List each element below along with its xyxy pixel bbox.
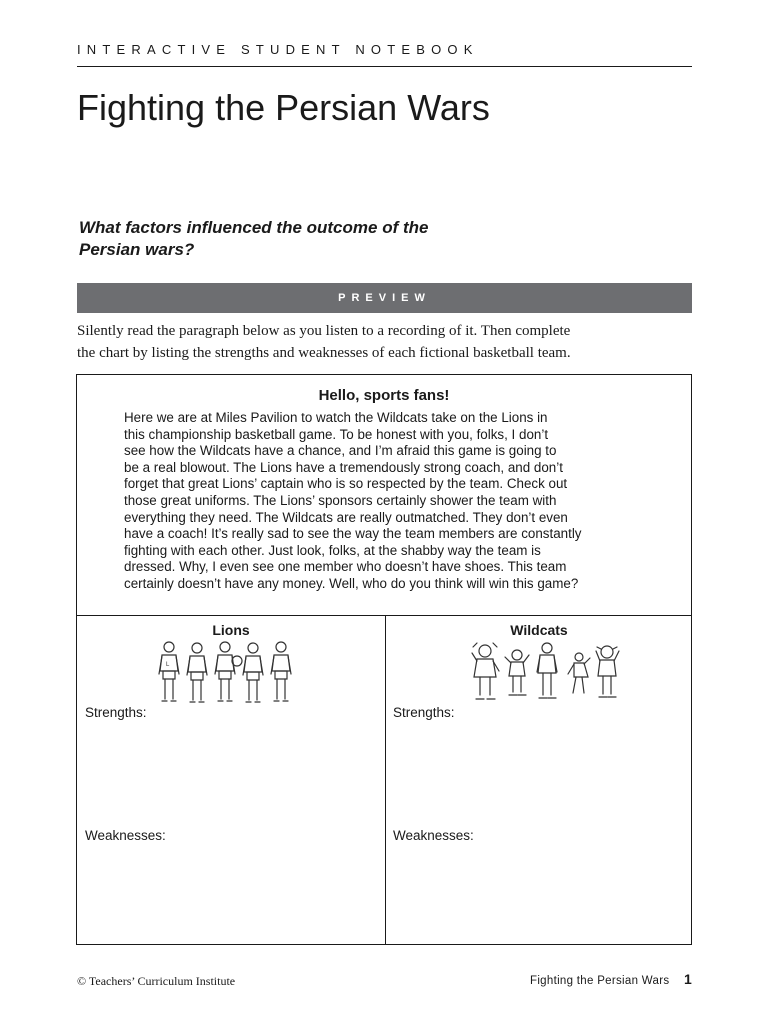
story-line: Here we are at Miles Pavilion to watch the Wildcats take on the Lions in — [124, 410, 548, 425]
header-rule — [77, 66, 692, 67]
essential-question-line-2: Persian wars? — [79, 240, 195, 259]
activity-box — [76, 374, 692, 945]
chart-divider-horizontal — [77, 615, 691, 616]
lions-player-3 — [215, 642, 242, 701]
footer-title: Fighting the Persian Wars — [530, 975, 670, 987]
wildcats-player-1 — [472, 643, 499, 699]
wildcats-player-3 — [537, 643, 557, 698]
lions-weaknesses-label: Weaknesses: — [85, 828, 166, 843]
chart-divider-vertical — [385, 615, 386, 945]
lions-player-2 — [187, 643, 207, 702]
instructions — [77, 320, 677, 364]
instructions-line-1: Silently read the paragraph below as you listen to a recording of it. Then complete — [77, 323, 571, 339]
story-line: be a real blowout. The Lions have a tremendously strong coach, and don’t — [124, 459, 563, 475]
story-line: forget that great Lions’ captain who is so respected by the team. Check out — [124, 476, 568, 492]
wildcats-player-5 — [596, 646, 619, 697]
story-line: this championship basketball game. To be honest with you, folks, I don’t — [124, 426, 549, 442]
story-line: see how the Wildcats have a chance, and I’m afraid this game is going to — [124, 443, 557, 459]
story-line: everything they need. The Wildcats are really outmatched. They don’t even — [124, 509, 568, 525]
story-line: dressed. Why, I even see one member who doesn’t have shoes. This team — [124, 559, 567, 575]
story-line: those great uniforms. The Lions’ sponsors certainly shower the team with — [124, 492, 557, 508]
story-line: fighting with each other. Just look, folks, at the shabby way the team is — [124, 542, 541, 558]
wildcats-player-4 — [568, 653, 590, 693]
lions-heading: Lions — [212, 622, 250, 638]
preview-banner — [77, 283, 692, 313]
story-line: have a coach! It’s really sad to see the way the team members are constantly — [124, 526, 582, 542]
wildcats-team-illustration — [471, 641, 623, 705]
lions-player-1 — [159, 642, 179, 701]
story-title: Hello, sports fans! — [318, 387, 450, 404]
lions-player-5 — [271, 642, 291, 701]
essential-question-line-1: What factors influenced the outcome of the — [79, 218, 429, 237]
story-line: certainly doesn’t have any money. Well, who do you think will win this game? — [124, 575, 579, 591]
lions-strengths-label: Strengths: — [85, 705, 147, 720]
lions-player-4 — [243, 643, 263, 702]
story-paragraph — [124, 410, 664, 593]
essential-question — [79, 217, 499, 261]
footer-copyright: © Teachers’ Curriculum Institute — [77, 974, 236, 988]
page-title: Fighting the Persian Wars — [77, 87, 490, 128]
wildcats-strengths-label: Strengths: — [393, 705, 455, 720]
svg-text:L: L — [166, 662, 170, 668]
lions-team-illustration — [157, 639, 297, 705]
preview-label: PREVIEW — [338, 292, 431, 304]
wildcats-heading: Wildcats — [510, 622, 568, 638]
wildcats-weaknesses-label: Weaknesses: — [393, 828, 474, 843]
wildcats-player-2 — [505, 650, 529, 695]
page-number: 1 — [684, 971, 692, 987]
instructions-line-2: the chart by listing the strengths and weaknesses of each fictional basketball team. — [77, 345, 571, 361]
notebook-header-label: INTERACTIVE STUDENT NOTEBOOK — [77, 42, 479, 57]
